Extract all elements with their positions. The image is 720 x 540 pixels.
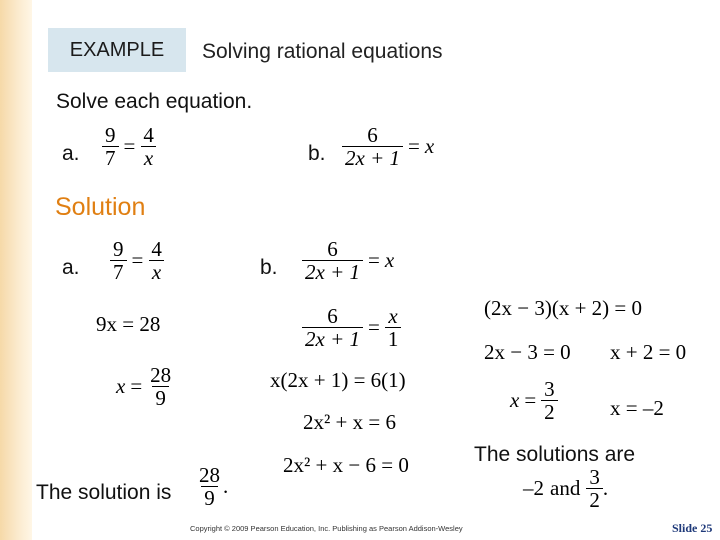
numerator: 3 bbox=[544, 377, 555, 401]
numerator: 9 bbox=[113, 237, 124, 261]
lhs: x bbox=[510, 388, 520, 413]
numerator: 6 bbox=[367, 123, 378, 147]
slide-number: Slide 25 bbox=[672, 521, 713, 535]
solution-heading: Solution bbox=[55, 193, 146, 221]
solution-b-step4: 2x² + x = 6 bbox=[303, 410, 396, 434]
equals-sign: = bbox=[368, 248, 380, 273]
solution-b-step3: x(2x + 1) = 6(1) bbox=[270, 368, 406, 392]
solution-a-step2: 9x = 28 bbox=[96, 312, 161, 336]
numerator: 9 bbox=[105, 123, 116, 147]
problem-a-equation bbox=[102, 124, 157, 169]
fraction bbox=[541, 378, 558, 423]
numerator: 4 bbox=[151, 237, 162, 261]
solution-b-factor2: x + 2 = 0 bbox=[610, 340, 687, 364]
numerator: 3 bbox=[589, 465, 600, 489]
equals-sign: = bbox=[524, 388, 537, 413]
root-value: –2 bbox=[523, 476, 544, 501]
numerator: 6 bbox=[327, 237, 338, 261]
numerator: x bbox=[388, 304, 398, 328]
problem-b-equation bbox=[342, 124, 434, 169]
fraction bbox=[342, 124, 403, 169]
equals-sign: = bbox=[408, 134, 420, 159]
solution-b-factored: (2x − 3)(x + 2) = 0 bbox=[484, 296, 643, 320]
denominator: 7 bbox=[102, 146, 119, 169]
conclusion-a-text: The solution is bbox=[36, 481, 172, 504]
denominator: 2 bbox=[541, 400, 558, 423]
problem-b-label: b. bbox=[308, 142, 326, 165]
period: . bbox=[223, 474, 229, 499]
denominator: 2x + 1 bbox=[302, 327, 363, 350]
denominator: 2x + 1 bbox=[342, 146, 403, 169]
equals-sign: = bbox=[131, 248, 144, 273]
denominator: 7 bbox=[110, 260, 127, 283]
solution-b-equation bbox=[302, 238, 394, 283]
fraction bbox=[140, 124, 157, 169]
denominator: 9 bbox=[201, 486, 218, 509]
solution-b-step2 bbox=[302, 305, 401, 350]
denominator: x bbox=[141, 146, 156, 169]
equals-sign: = bbox=[130, 374, 143, 399]
fraction bbox=[302, 238, 363, 283]
conclusion-b-value bbox=[523, 466, 608, 511]
fraction bbox=[196, 464, 223, 509]
numerator: 4 bbox=[143, 123, 154, 147]
solution-b-root2: x = –2 bbox=[610, 396, 664, 420]
period: . bbox=[602, 476, 609, 501]
numerator: 6 bbox=[327, 304, 338, 328]
numerator: 28 bbox=[150, 363, 172, 387]
problem-a-label: a. bbox=[62, 142, 80, 165]
denominator: 2 bbox=[586, 488, 603, 511]
rhs: x bbox=[424, 134, 435, 159]
example-badge-label: EXAMPLE bbox=[69, 38, 165, 61]
fraction bbox=[385, 305, 402, 350]
fraction bbox=[147, 364, 174, 409]
solution-a-label: a. bbox=[62, 256, 80, 279]
instruction-text: Solve each equation. bbox=[56, 90, 253, 113]
fraction bbox=[148, 238, 165, 283]
conclusion-b-text: The solutions are bbox=[474, 443, 636, 466]
equals-sign: = bbox=[123, 134, 136, 159]
solution-a-step3 bbox=[116, 364, 174, 409]
fraction bbox=[586, 466, 603, 511]
example-badge bbox=[48, 28, 186, 72]
numerator: 28 bbox=[199, 463, 220, 487]
conclusion-a-value bbox=[196, 464, 228, 509]
solution-b-step5: 2x² + x − 6 = 0 bbox=[283, 453, 409, 477]
example-title: Solving rational equations bbox=[202, 40, 443, 63]
fraction bbox=[110, 238, 127, 283]
solution-b-root1 bbox=[510, 378, 558, 423]
left-decorative-bar bbox=[0, 0, 32, 540]
rhs: x bbox=[384, 248, 395, 273]
solution-b-label: b. bbox=[260, 256, 278, 279]
copyright-footer: Copyright © 2009 Pearson Education, Inc. Publishing as Pearson Addison-Wesley bbox=[190, 524, 463, 533]
equals-sign: = bbox=[368, 315, 380, 340]
and-word: and bbox=[550, 476, 581, 501]
denominator: 1 bbox=[385, 327, 402, 350]
denominator: 2x + 1 bbox=[302, 260, 363, 283]
fraction bbox=[102, 124, 119, 169]
denominator: x bbox=[149, 260, 164, 283]
solution-b-factor1: 2x − 3 = 0 bbox=[484, 340, 571, 364]
denominator: 9 bbox=[152, 386, 169, 409]
fraction bbox=[302, 305, 363, 350]
solution-a-equation bbox=[110, 238, 165, 283]
lhs: x bbox=[116, 374, 126, 399]
